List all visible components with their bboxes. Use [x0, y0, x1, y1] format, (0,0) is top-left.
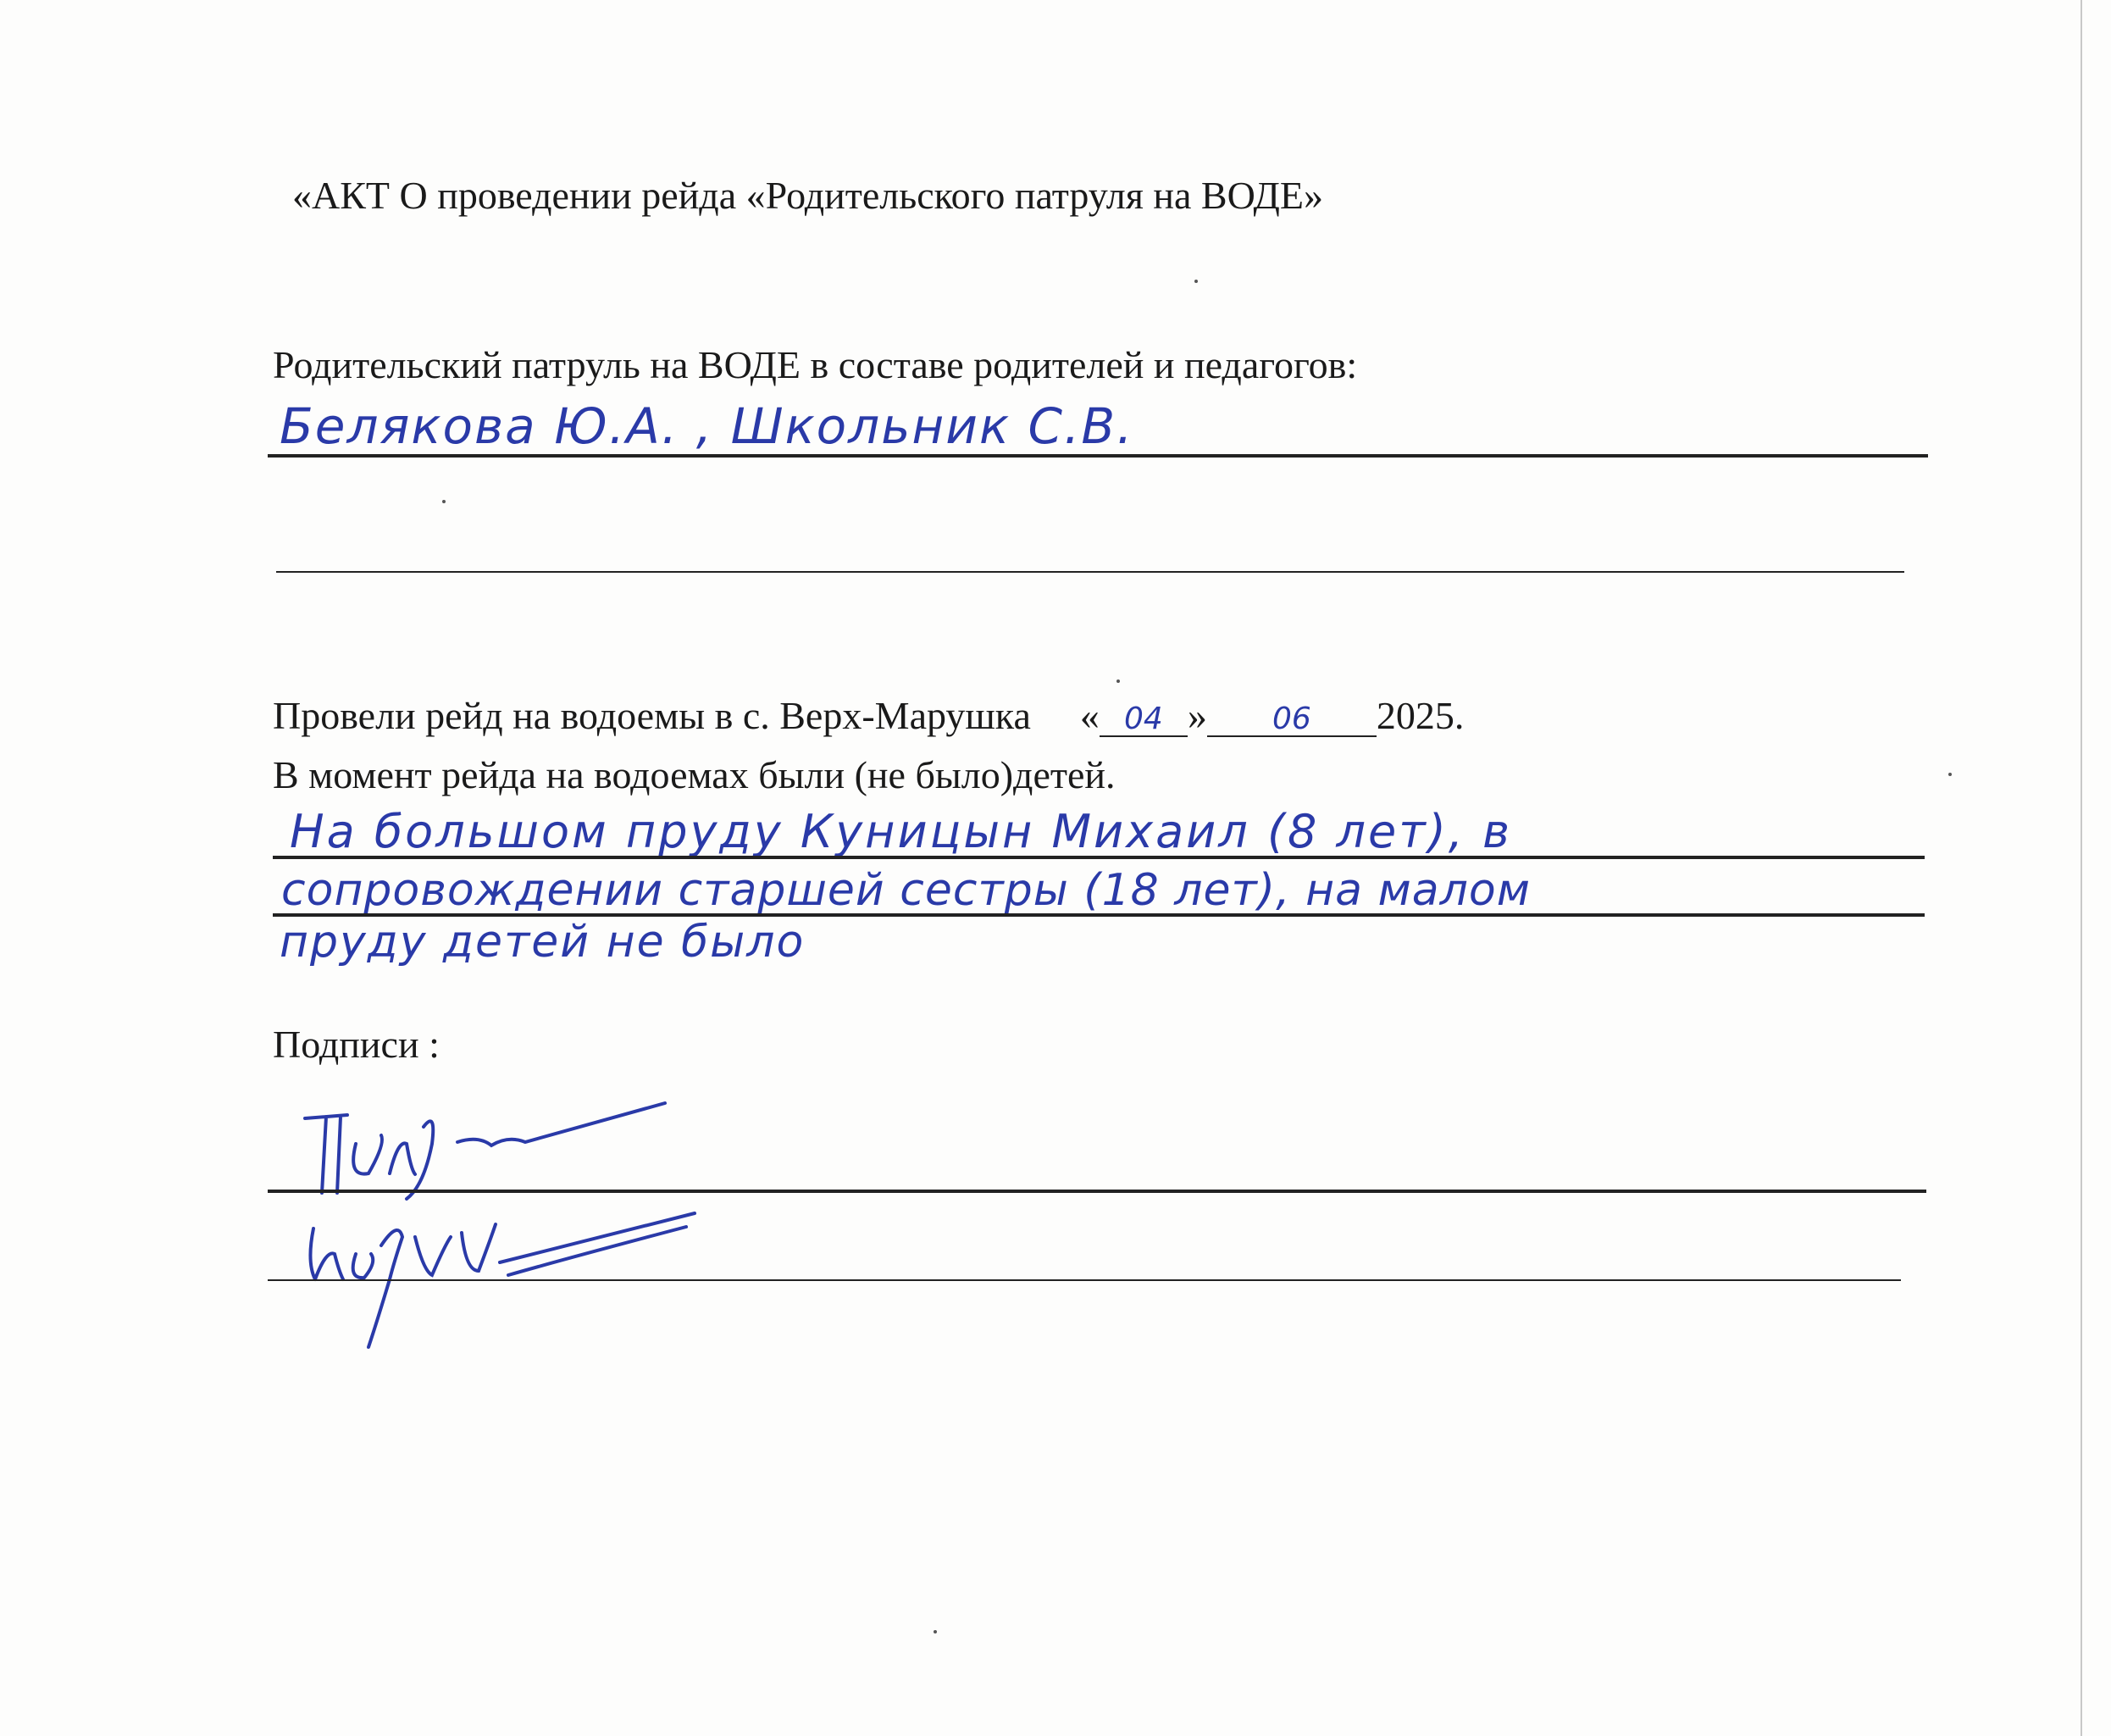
- date-open-quote: «: [1079, 694, 1100, 737]
- signature-line-2: [268, 1279, 1901, 1281]
- paper-speck: [1948, 773, 1952, 776]
- paper-speck: [934, 1630, 937, 1633]
- raid-text: Провели рейд на водоемы в с. Верх-Марушка: [273, 694, 1031, 737]
- presence-handwritten-line-1: На большом пруду Куницын Михаил (8 лет), в: [290, 805, 1512, 858]
- page-edge-shadow: [2081, 0, 2082, 1736]
- composition-line-2: [276, 571, 1904, 573]
- signatures-label: Подписи :: [273, 1023, 440, 1066]
- paper-speck: [1194, 280, 1198, 283]
- presence-rule-1: [273, 856, 1925, 859]
- date-close-quote: »: [1187, 694, 1207, 737]
- composition-label: Родительский патруль на ВОДЕ в составе родителей и педагогов:: [273, 343, 1358, 386]
- paper-speck: [1116, 679, 1120, 683]
- presence-handwritten-line-2: сопровождении старшей сестры (18 лет), на малом: [281, 865, 1531, 916]
- presence-label: В момент рейда на водоемах были (не было)детей.: [273, 753, 1116, 796]
- date-month-value: 06: [1272, 702, 1311, 736]
- date-day-field: [1100, 696, 1188, 737]
- document-title: «АКТ О проведении рейда «Родительского патруля на ВОДЕ»: [292, 174, 1323, 217]
- paper-speck: [442, 500, 446, 503]
- date-day-value: 04: [1123, 702, 1163, 736]
- date-year: 2025.: [1376, 694, 1465, 737]
- composition-line-1: [268, 454, 1928, 458]
- date-month-field: [1207, 696, 1377, 737]
- signature-2-image: [296, 1186, 703, 1356]
- composition-handwritten: Белякова Ю.А. , Школьник С.В.: [280, 397, 1134, 455]
- presence-handwritten-line-3: пруду детей не было: [280, 917, 806, 968]
- raid-date-line: [273, 696, 1464, 737]
